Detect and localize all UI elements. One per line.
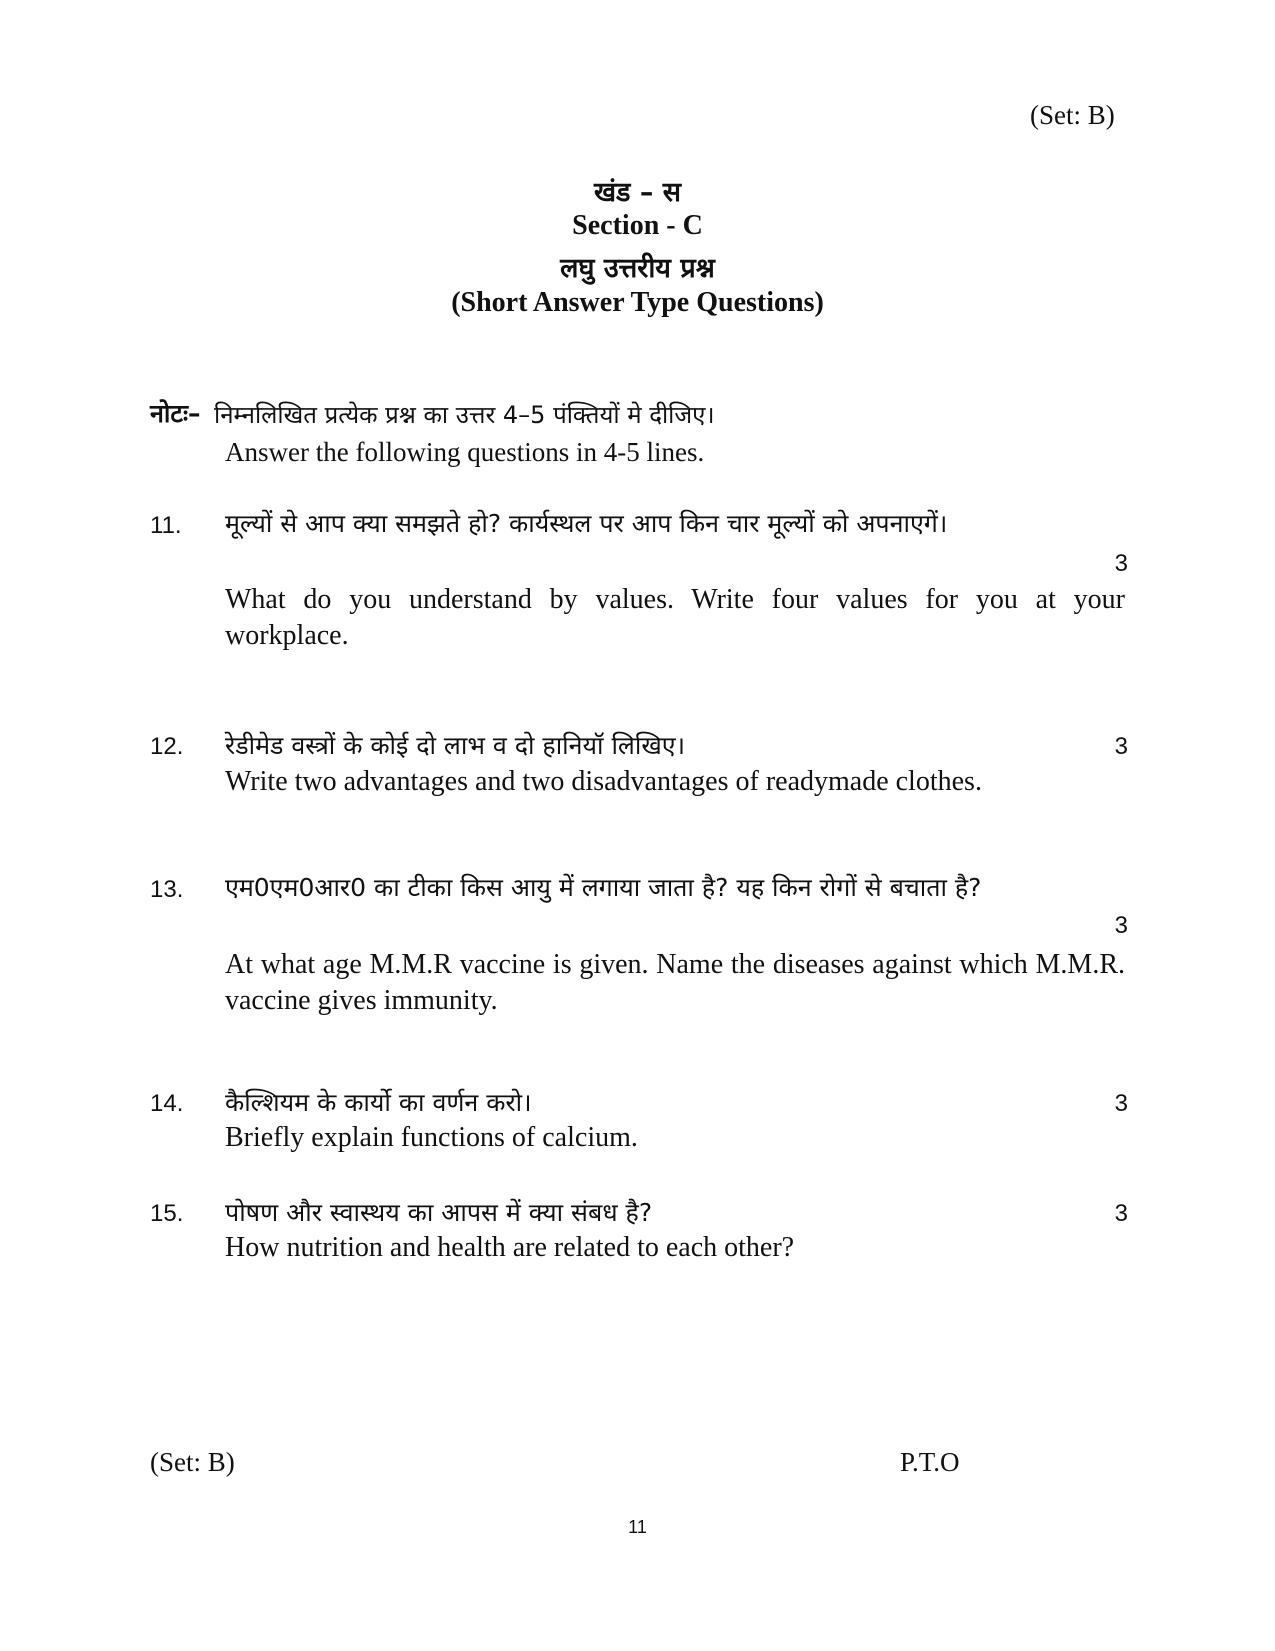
page-number: 11: [628, 1517, 647, 1537]
note-label: नोटः–: [150, 399, 201, 428]
note-text-english: Answer the following questions in 4-5 lines.: [225, 437, 705, 467]
question-text-hindi: रेडीमेड वस्त्रों के कोई दो लाभ व दो हानियॉ लिखिए।: [225, 731, 686, 760]
set-label-top: (Set: B): [1030, 100, 1115, 130]
question-number: 12.: [150, 733, 184, 760]
question-marks: 3: [1114, 550, 1128, 577]
question-type-hindi: लघु उत्तरीय प्रश्न: [560, 253, 715, 284]
question-marks: 3: [1114, 733, 1128, 760]
note-text-hindi: निम्नलिखित प्रत्येक प्रश्न का उत्तर 4–5 पंक्तियों मे दीजिए।: [214, 401, 715, 429]
section-title-english: Section - C: [572, 210, 703, 241]
question-text-hindi: मूल्यों से आप क्या समझते हो? कार्यस्थल पर आप किन चार मूल्यों को अपनाएगें।: [225, 509, 948, 538]
question-text-hindi: कैल्शियम के कार्यो का वर्णन करो।: [225, 1088, 532, 1117]
question-text-hindi: एम0एम0आर0 का टीका किस आयु में लगाया जाता है? यह किन रोगों से बचाता है?: [225, 873, 982, 902]
question-text-hindi: पोषण और स्वास्थय का आपस में क्या संबध है?: [225, 1198, 653, 1227]
question-number: 14.: [150, 1090, 184, 1117]
question-marks: 3: [1114, 1200, 1128, 1227]
question-text-english: Write two advantages and two disadvantages of readymade clothes.: [225, 766, 982, 797]
question-type-english: (Short Answer Type Questions): [451, 287, 824, 318]
question-number: 11.: [150, 512, 182, 539]
question-text-english: How nutrition and health are related to each other?: [225, 1232, 795, 1263]
question-text-english: What do you understand by values. Write four values for you at your workplace.: [225, 584, 1125, 651]
question-number: 13.: [150, 876, 184, 903]
section-title-hindi: खंड – स: [593, 177, 682, 208]
question-text-english: Briefly explain functions of calcium.: [225, 1122, 638, 1153]
question-marks: 3: [1114, 1090, 1128, 1117]
question-number: 15.: [150, 1200, 184, 1227]
set-label-bottom: (Set: B): [150, 1447, 235, 1477]
please-turn-over: P.T.O: [900, 1447, 960, 1477]
question-text-english: At what age M.M.R vaccine is given. Name the diseases against which M.M.R. vaccine gives immunity.: [225, 949, 1125, 1016]
question-marks: 3: [1114, 912, 1128, 939]
